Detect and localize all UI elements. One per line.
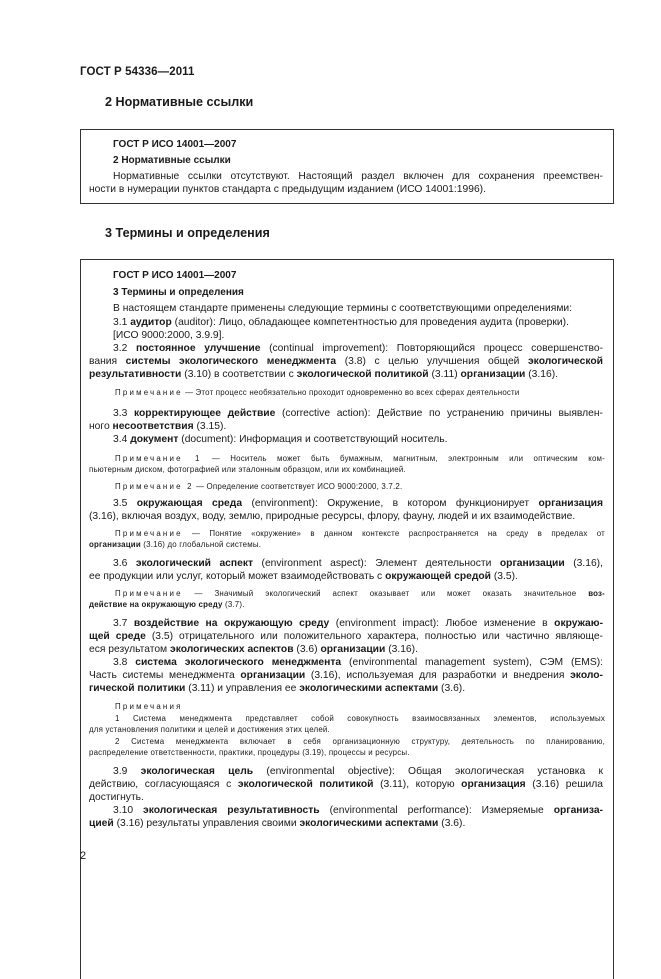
note-3-4-1-line2: пьютерным диском, фотографией или эталонным образцом, или их комбинацией. bbox=[89, 465, 406, 474]
note-3-8-1: 1 Система менеджмента представляет собой совокупность взаимосвязанных элементов, используемых bbox=[115, 714, 605, 723]
term-3-1: 3.1 аудитор (auditor): Лицо, обладающее компетентностью для проведения аудита (проверки). bbox=[113, 317, 569, 328]
document-header: ГОСТ Р 54336—2011 bbox=[80, 66, 195, 78]
term-3-9-line2: действию, согласующаяся с экологической политикой (3.11), которую организация (3.16) решила bbox=[89, 779, 603, 790]
quote-box-1 bbox=[80, 129, 614, 204]
note-3-4-2: Примечание 2 — Определение соответствует ИСО 9000:2000, 3.7.2. bbox=[115, 482, 403, 491]
term-3-2-line3: результативности (3.10) в соответствии с экологической политикой (3.11) организации (3.16). bbox=[89, 369, 558, 380]
note-3-6: Примечание — Значимый экологический аспект оказывает или может оказать значительное воз- bbox=[115, 589, 605, 598]
quote-box-2 bbox=[80, 259, 614, 979]
section-2-title: 2 Нормативные ссылки bbox=[105, 95, 254, 109]
term-3-6-line2: ее продукции или услуг, который может взаимодействовать с окружающей средой (3.5). bbox=[89, 571, 518, 582]
term-3-8-line3: гической политики (3.11) и управления ее экологическими аспектами (3.6). bbox=[89, 683, 466, 694]
box1-line2: ности в нумерации пунктов стандарта с предыдущим изданием (ИСО 14001:1996). bbox=[89, 184, 486, 195]
box1-line1: Нормативные ссылки отсутствуют. Настоящий раздел включен для сохранения преемствен- bbox=[113, 171, 603, 182]
note-3-2: Примечание — Этот процесс необязательно проходит одновременно во всех сферах деятельности bbox=[115, 388, 520, 397]
note-3-8-1-line2: для установления политики и целей и достижения этих целей. bbox=[89, 725, 330, 734]
term-3-8: 3.8 система экологического менеджмента (environmental management system), СЭМ (EMS): bbox=[113, 657, 603, 668]
note-3-8-2: 2 Система менеджмента включает в себя организационную структуру, деятельность по планированию, bbox=[115, 737, 605, 746]
box1-standard: ГОСТ Р ИСО 14001—2007 bbox=[113, 139, 237, 150]
note-3-5-line2: организации (3.16) до глобальной системы. bbox=[89, 540, 262, 549]
term-3-9-line3: достигнуть. bbox=[89, 792, 144, 803]
term-3-5-line2: (3.16), включая воздух, воду, землю, природные ресурсы, флору, фауну, людей и их взаимодействие. bbox=[89, 511, 576, 522]
note-3-8-label: Примечания bbox=[115, 702, 183, 711]
term-3-10: 3.10 экологическая результативность (environmental performance): Измеряемые организа- bbox=[113, 805, 603, 816]
term-3-4: 3.4 документ (document): Информация и соответствующий носитель. bbox=[113, 434, 448, 445]
term-3-1-ref: [ИСО 9000:2000, 3.9.9]. bbox=[113, 330, 225, 341]
page-number: 2 bbox=[80, 850, 87, 862]
note-3-8-2-line2: распределение ответственности, практики, процедуры (3.19), процессы и ресурсы. bbox=[89, 748, 410, 757]
term-3-7-line2: щей среде (3.5) отрицательного или положительного характера, полностью или частично являюще- bbox=[89, 631, 603, 642]
term-3-3: 3.3 корректирующее действие (corrective action): Действие по устранению причины выявлен- bbox=[113, 408, 603, 419]
box2-standard: ГОСТ Р ИСО 14001—2007 bbox=[113, 270, 237, 281]
note-3-6-line2: действие на окружающую среду (3.7). bbox=[89, 600, 245, 609]
term-3-7-line3: еся результатом экологических аспектов (3.6) организации (3.16). bbox=[89, 644, 418, 655]
intro-text: В настоящем стандарте применены следующие термины с соответствующими определениями: bbox=[113, 303, 573, 314]
note-3-5: Примечание — Понятие «окружение» в данном контексте распространяется на среду в пределах от bbox=[115, 529, 605, 538]
term-3-9: 3.9 экологическая цель (environmental objective): Общая экологическая установка к bbox=[113, 766, 603, 777]
box1-title: 2 Нормативные ссылки bbox=[113, 155, 231, 166]
term-3-6: 3.6 экологический аспект (environment aspect): Элемент деятельности организации (3.16), bbox=[113, 558, 603, 569]
term-3-8-line2: Часть системы менеджмента организации (3.16), используемая для разработки и внедрения эколо- bbox=[89, 670, 603, 681]
term-3-5: 3.5 окружающая среда (environment): Окружение, в котором функционирует организация bbox=[113, 498, 604, 509]
box2-title: 3 Термины и определения bbox=[113, 287, 244, 298]
note-3-4-1: Примечание 1 — Носитель может быть бумажным, магнитным, электронным или оптическим ком- bbox=[115, 454, 605, 463]
term-3-2: 3.2 постоянное улучшение (continual improvement): Повторяющийся процесс совершенство- bbox=[113, 343, 603, 354]
section-3-title: 3 Термины и определения bbox=[105, 226, 270, 240]
term-3-3-line2: ного несоответствия (3.15). bbox=[89, 421, 227, 432]
term-3-10-line2: цией (3.16) результаты управления своими экологическими аспектами (3.6). bbox=[89, 818, 466, 829]
term-3-2-line2: вания системы экологического менеджмента (3.8) с целью улучшения общей экологической bbox=[89, 356, 603, 367]
term-3-7: 3.7 воздействие на окружающую среду (environment impact): Любое изменение в окружаю- bbox=[113, 618, 603, 629]
